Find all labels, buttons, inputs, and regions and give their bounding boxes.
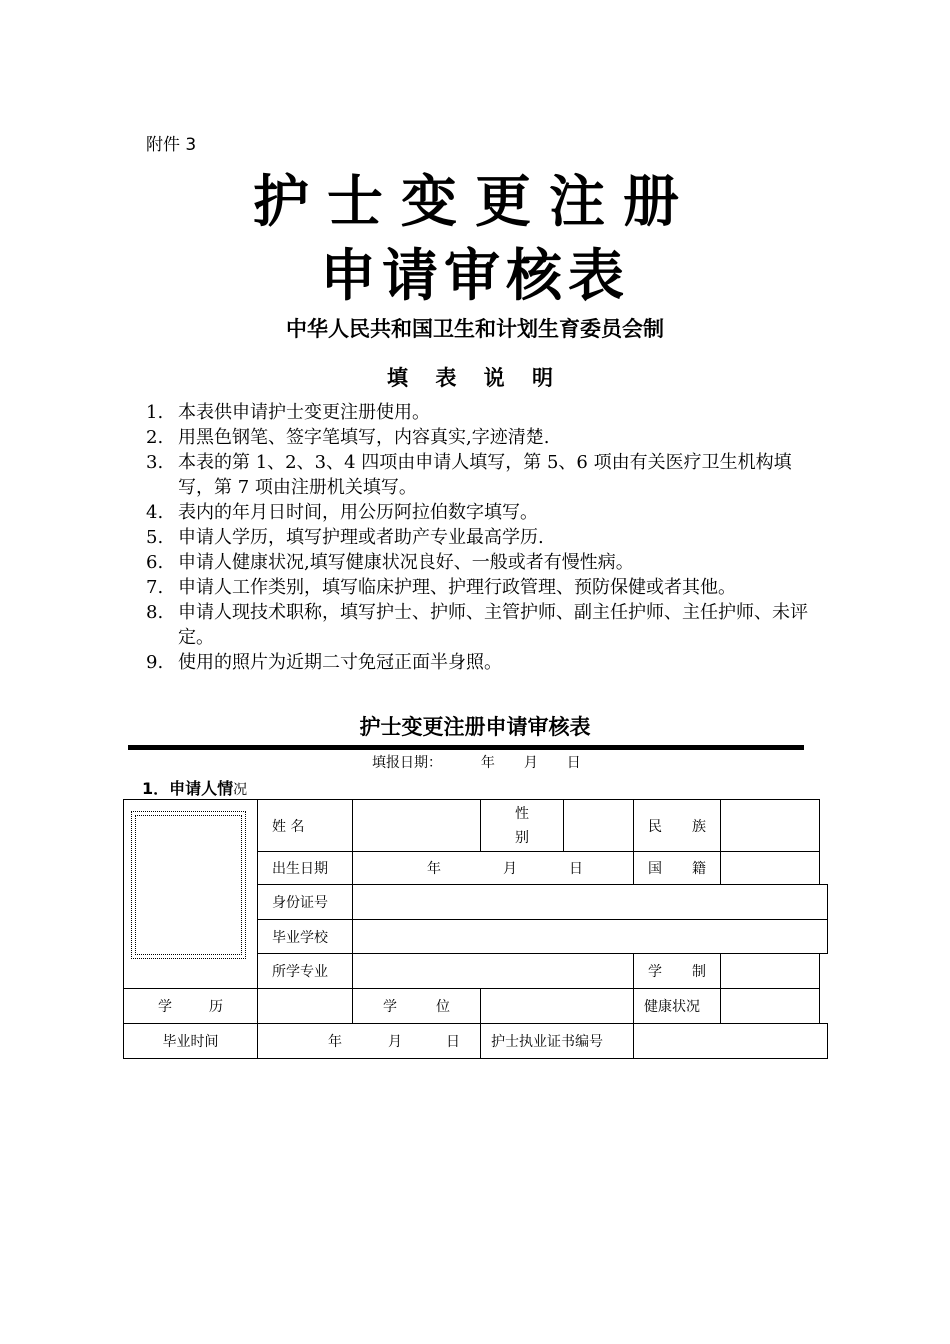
major-input[interactable] [352,953,634,989]
section-applicant-heading: 1．申请人情况 [142,779,248,798]
name-label: 姓 名 [257,799,353,852]
graduation-time-label: 毕业时间 [123,1023,258,1059]
id-number-input[interactable] [352,884,828,920]
instruction-item: 3. 本表的第 1、2、3、4 四项由申请人填写，第 5、6 项由有关医疗卫生机构填写，第 7 项由注册机关填写。 [146,452,792,498]
instructions-title: 填 表 说 明 [387,366,563,390]
nationality-label: 国 籍 [633,851,721,885]
photo-placeholder [131,811,246,959]
instruction-item: 2. 用黑色钢笔、签字笔填写，内容真实,字迹清楚. [146,427,550,448]
nationality-input[interactable] [720,851,820,885]
school-input[interactable] [352,919,828,954]
health-label: 健康状况 [633,988,721,1024]
birth-date-label: 出生日期 [257,851,353,885]
license-number-input[interactable] [633,1023,828,1059]
duration-input[interactable] [720,953,820,989]
major-label: 所学专业 [257,953,353,989]
instruction-item: 7. 申请人工作类别，填写临床护理、护理行政管理、预防保健或者其他。 [146,577,736,598]
graduation-time-input[interactable]: 年 月 日 [257,1023,481,1059]
issuing-organization: 中华人民共和国卫生和计划生育委员会制 [286,317,664,341]
instruction-item: 5. 申请人学历，填写护理或者助产专业最高学历. [146,527,544,548]
page-title-line1: 护士变更注册 [253,170,697,235]
degree-input[interactable] [480,988,634,1024]
license-number-label: 护士执业证书编号 [480,1023,634,1059]
instruction-item: 6. 申请人健康状况,填写健康状况良好、一般或者有慢性病。 [146,552,634,573]
instruction-item: 1. 本表供申请护士变更注册使用。 [146,402,430,423]
gender-input[interactable] [563,799,634,852]
id-number-label: 身份证号 [257,884,353,920]
birth-date-input[interactable]: 年 月 日 [352,851,634,885]
ethnicity-input[interactable] [720,799,820,852]
instruction-item: 4. 表内的年月日时间，用公历阿拉伯数字填写。 [146,502,538,523]
duration-label: 学 制 [633,953,721,989]
education-input[interactable] [257,988,353,1024]
form-title: 护士变更注册申请审核表 [359,715,591,739]
instruction-item: 9. 使用的照片为近期二寸免冠正面半身照。 [146,652,502,673]
school-label: 毕业学校 [257,919,353,954]
gender-label: 性 别 [480,799,564,852]
health-input[interactable] [720,988,820,1024]
education-label: 学 历 [123,988,258,1024]
page-title-line2: 申请审核表 [320,244,630,309]
instruction-item: 8. 申请人现技术职称，填写护士、护师、主管护师、副主任护师、主任护师、未评定。 [146,602,808,648]
instructions-list [146,400,816,675]
name-input[interactable] [352,799,481,852]
attachment-label: 附件 3 [146,135,197,155]
degree-label: 学 位 [352,988,481,1024]
title-rule [128,745,804,750]
fill-date: 填报日期： 年 月 日 [372,755,581,771]
ethnicity-label: 民 族 [633,799,721,852]
